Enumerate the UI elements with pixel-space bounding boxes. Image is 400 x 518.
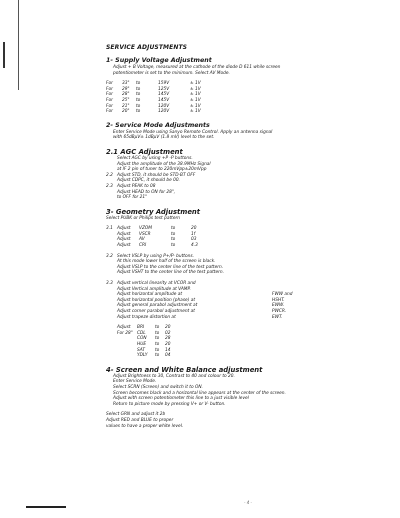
adjust-cell: Adjust: [117, 231, 131, 237]
adjust-cell: to: [171, 226, 176, 232]
service-value-cell: CDL: [137, 330, 146, 336]
service-value-cell: 04: [165, 353, 171, 359]
paragraph-line: Enter Service Mode using Sanyo Remote Control. Apply an antenna signal: [113, 129, 273, 135]
step-line: Adjust VSLP to the center line of the test pattern.: [117, 264, 224, 270]
step-line-text: Adjust Vertical amplitude at VAMP.: [117, 286, 191, 292]
step-number: 3.2: [106, 253, 113, 259]
service-value-cell: to: [155, 325, 160, 331]
service-value-row: [106, 353, 185, 359]
step-number: 3.1: [106, 226, 113, 232]
service-value-cell: SAT: [137, 347, 145, 353]
document-title: SERVICE ADJUSTMENTS: [106, 44, 188, 51]
section-agc: [106, 148, 376, 201]
margin-mark: [3, 42, 5, 68]
voltage-cell: 25": [122, 97, 130, 103]
adjust-cell: to: [171, 231, 176, 237]
section-heading: 2- Service Mode Adjustments: [106, 121, 210, 129]
step-line: Adjust CDPC, it should be 00.: [117, 178, 180, 184]
paragraph-line: Adjust Brightness to 30, Contrast to 40 and colour to 20.: [113, 373, 235, 379]
voltage-cell: to: [136, 81, 141, 87]
step-line-text: Adjust corner parabol adjustment at: [117, 309, 195, 314]
voltage-cell: For: [106, 109, 113, 115]
paragraph: [106, 412, 376, 429]
voltage-cell: For: [106, 97, 113, 103]
step-line: Adjust HEAD to ON for 28",: [117, 189, 176, 195]
service-value-cell: to: [155, 330, 160, 336]
service-value-cell: HUE: [137, 341, 147, 347]
service-value-cell: [106, 353, 137, 359]
service-value-cell: 02: [165, 330, 171, 336]
step-line: Adjust VSHT to the center line of the test pattern.: [117, 270, 224, 276]
step-number: 2.2: [106, 172, 113, 178]
adjust-cell: 20: [191, 226, 197, 232]
voltage-cell: ± 1V: [190, 97, 201, 103]
voltage-cell: 28": [122, 92, 130, 98]
paragraph-line: Adjust RED and BLUE to proper: [106, 417, 174, 423]
paragraph-line: Screen becomes black and a horizontal line appears at the center of the screen.: [113, 390, 286, 396]
adjust-cell: to: [171, 243, 176, 249]
voltage-cell: ± 1V: [190, 109, 201, 115]
paragraph-line: Adjust with screen potentiometer this line to a just visible level: [113, 396, 249, 402]
service-value-cell: to: [155, 347, 160, 353]
voltage-cell: For: [106, 86, 113, 92]
voltage-cell: 20": [122, 109, 130, 115]
step-text: [117, 156, 376, 173]
voltage-cell: 145V: [158, 92, 170, 98]
section-heading: 3- Geometry Adjustment: [106, 207, 201, 216]
paragraph-line: Select PUBK or Philips test pattern: [106, 215, 180, 221]
section-service-mode: [106, 122, 376, 141]
voltage-cell: 21": [122, 103, 130, 109]
agc-step: [106, 156, 376, 173]
step-line: Select AGC by using +P -P buttons.: [117, 155, 193, 161]
step-number: 3.3: [106, 281, 113, 287]
adjust-row: [106, 243, 211, 249]
service-value-cell: to: [155, 336, 160, 342]
margin-rule: [18, 0, 19, 90]
service-value-cell: 20: [165, 341, 171, 347]
service-values-table: [106, 325, 185, 359]
section-supply-voltage: [106, 57, 376, 115]
adjust-cell: 4.3: [191, 243, 198, 249]
section-white-balance: [106, 366, 376, 429]
adjust-cell: CRI: [139, 243, 147, 249]
parameter-name: PWCR.: [272, 309, 287, 314]
voltage-cell: For: [106, 103, 113, 109]
adjust-cell: VZOM: [139, 226, 152, 232]
step-line-text: Adjust horizontal amplitude at: [117, 292, 183, 298]
step-text: [117, 184, 376, 201]
paragraph-line: Select GRN and adjust it 2b: [106, 412, 166, 418]
content: [106, 44, 376, 436]
paragraph-line: values to have a proper white level.: [106, 423, 184, 429]
service-value-cell: Adjust: [117, 325, 131, 331]
paragraph-line: with 65dBμV± 1dBμV (1.8 mV) level to the set.: [113, 135, 215, 141]
service-value-cell: For 28": [117, 330, 133, 336]
section-heading: 1- Supply Voltage Adjustment: [106, 57, 212, 64]
voltage-cell: 29": [122, 86, 130, 92]
parameter-name: EWT.: [272, 314, 283, 320]
step-line: to OFF for 21": [117, 195, 148, 201]
adjust-cell: Adjust: [117, 243, 131, 249]
step-line: Select VSLP by using P+/P- buttons.: [117, 253, 194, 259]
section-geometry: [106, 208, 376, 359]
voltage-cell: to: [136, 86, 141, 92]
step-line: at IF 2 pin of tuner to 220mVpp±20mVpp: [117, 167, 207, 173]
adjust-cell: VSCR: [139, 231, 151, 237]
adjust-cell: AV: [139, 237, 145, 243]
voltage-cell: ± 1V: [190, 92, 201, 98]
voltage-cell: ± 1V: [190, 81, 201, 87]
paragraph: [106, 374, 376, 408]
voltage-cell: 159V: [158, 81, 170, 87]
page-number: - 4 -: [244, 500, 252, 505]
step-number: [106, 156, 117, 173]
agc-steps: [106, 156, 376, 201]
voltage-cell: For: [106, 81, 113, 87]
step-line-text: Adjust vertical linearity at VCOR and: [117, 281, 196, 287]
service-value-cell: to: [155, 353, 160, 359]
service-value-cell: to: [155, 341, 160, 347]
step-number: 2.3: [106, 183, 113, 189]
service-value-cell: YDLY: [137, 353, 148, 359]
adjust-cell: Adjust: [117, 237, 131, 243]
service-value-cell: 14: [165, 347, 171, 353]
parameter-name: FWW and: [272, 292, 293, 298]
voltage-table: [106, 81, 201, 115]
adjust-cell: 1f: [191, 231, 196, 237]
step-3-3: [106, 281, 376, 320]
step-line: Adjust PEAK to 08: [117, 183, 156, 189]
paragraph-line: Select SCRN (Screen) and switch it to ON.: [113, 384, 203, 390]
geometry-adjust-table: [106, 226, 211, 248]
voltage-cell: ± 1V: [190, 103, 201, 109]
service-value-cell: CON: [137, 336, 147, 342]
voltage-cell: 120V: [158, 103, 170, 109]
voltage-cell: to: [136, 97, 141, 103]
parameter-name: HSHT.: [272, 297, 285, 303]
voltage-cell: 145V: [158, 97, 170, 103]
section-heading: 4- Screen and White Balance adjustment: [106, 365, 263, 374]
agc-step: [106, 173, 376, 184]
service-value-cell: 20: [165, 325, 171, 331]
adjust-cell: Adjust: [117, 226, 131, 232]
agc-step: [106, 184, 376, 201]
paragraph-line: potentiometer is set to the minimum. Select AV Mode.: [113, 70, 230, 76]
voltage-cell: to: [136, 109, 141, 115]
voltage-cell: 125V: [158, 86, 170, 92]
voltage-cell: 33": [122, 81, 130, 87]
voltage-cell: For: [106, 92, 113, 98]
service-value-cell: 28: [165, 336, 171, 342]
step-line: Adjust STD, it should be STD-BT OFF: [117, 172, 196, 178]
step-3-2: [106, 254, 376, 276]
voltage-cell: ± 1V: [190, 86, 201, 92]
paragraph-line: Return to picture mode by pressing V+ or V- button.: [113, 401, 226, 407]
paragraph-line: Adjust + B Voltage, measured at the cathode of the diode D 611 while screen: [113, 65, 281, 70]
step-line-text: Adjust horizontal position (phase) at: [117, 297, 196, 303]
service-value-cell: BRI: [137, 325, 145, 331]
voltage-row: [106, 109, 201, 115]
step-line: [117, 315, 376, 321]
parameter-name: EWW.: [272, 303, 285, 309]
voltage-cell: to: [136, 103, 141, 109]
adjust-cell: to: [171, 237, 176, 243]
step-line-text: Adjust general parabol adjustment at: [117, 303, 198, 309]
step-line: Adjust the amplitude of the 38.9MHz Signal: [117, 161, 211, 167]
paragraph-line: Enter Service Mode.: [113, 379, 157, 385]
step-text: [117, 173, 376, 184]
step-line: At this mode lower half of the screen is black.: [117, 259, 216, 265]
step-line-text: Adjust trapeze distortion at: [117, 314, 176, 320]
adjust-cell: 03: [191, 237, 197, 243]
voltage-cell: 120V: [158, 109, 170, 115]
bottom-mark: [26, 506, 66, 508]
section-heading: 2.1 AGC Adjustment: [106, 147, 183, 156]
voltage-cell: to: [136, 92, 141, 98]
